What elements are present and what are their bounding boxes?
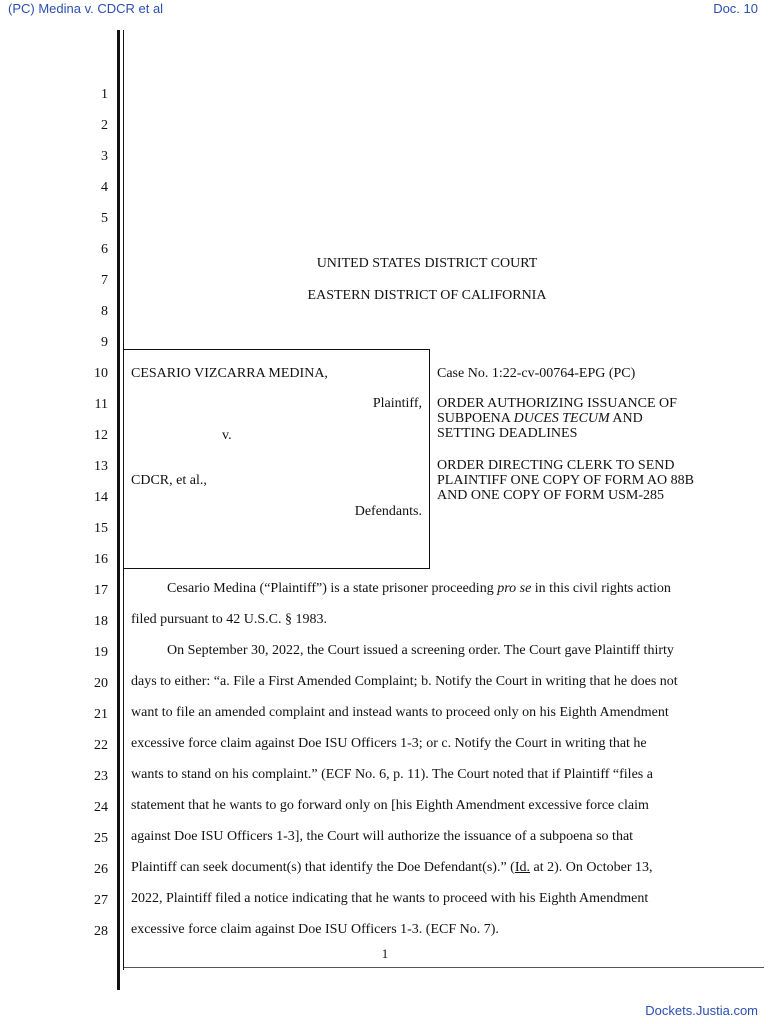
- line-number: 19: [94, 645, 108, 660]
- body-line-20: days to either: “a. File a First Amended Complaint; b. Notify the Court in writing that he does not: [131, 674, 678, 689]
- line-number: 26: [94, 862, 108, 877]
- line-number: 23: [94, 769, 108, 784]
- line-number: 4: [101, 180, 108, 195]
- body-line-28: excessive force claim against Doe ISU Officers 1-3. (ECF No. 7).: [131, 922, 499, 937]
- body-line-26: [131, 860, 652, 876]
- order-title-2-line-1: ORDER DIRECTING CLERK TO SEND: [437, 458, 675, 473]
- plaintiff-role: Plaintiff,: [372, 396, 422, 411]
- line-number: 5: [101, 211, 108, 226]
- case-number: Case No. 1:22-cv-00764-EPG (PC): [437, 366, 636, 381]
- body-line-27: 2022, Plaintiff filed a notice indicating that he wants to proceed with his Eighth Amendment: [131, 891, 649, 906]
- line-number: 13: [94, 459, 108, 474]
- caption-box: [124, 349, 430, 569]
- line-number: 16: [94, 552, 108, 567]
- order-title-1-line-2: [437, 411, 737, 426]
- line-number: 2: [101, 118, 108, 133]
- body-line-22: excessive force claim against Doe ISU Officers 1-3; or c. Notify the Court in writing that he: [131, 736, 647, 751]
- order-title-1: [437, 396, 737, 441]
- line-number: 1: [101, 87, 108, 102]
- line-number: 12: [94, 428, 108, 443]
- line-number: 8: [101, 304, 108, 319]
- line-number: 10: [94, 366, 108, 381]
- order-title-1-line-2a: SUBPOENA: [437, 411, 514, 426]
- line-number: 11: [94, 397, 108, 412]
- line-number: 9: [101, 335, 108, 350]
- court-district: EASTERN DISTRICT OF CALIFORNIA: [307, 288, 547, 303]
- line-number: 28: [94, 924, 108, 939]
- body-line-26b: Id.: [514, 860, 531, 875]
- order-title-1-line-2b: DUCES TECUM: [513, 411, 610, 426]
- court-name: UNITED STATES DISTRICT COURT: [316, 256, 538, 271]
- order-title-2-line-3: AND ONE COPY OF FORM USM-285: [437, 488, 665, 503]
- body-line-26c: at 2). On October 13,: [530, 860, 653, 875]
- line-number: 27: [94, 893, 108, 908]
- order-title-1-line-1: ORDER AUTHORIZING ISSUANCE OF: [437, 396, 677, 411]
- body-line-17: [167, 581, 671, 597]
- body-line-19: On September 30, 2022, the Court issued a screening order. The Court gave Plaintiff thirty: [167, 643, 674, 658]
- line-number: 22: [94, 738, 108, 753]
- line-number: 24: [94, 800, 108, 815]
- order-title-1-line-3: SETTING DEADLINES: [437, 426, 578, 441]
- line-number: 14: [94, 490, 108, 505]
- source-link[interactable]: Dockets.Justia.com: [645, 1003, 758, 1018]
- line-number: 3: [101, 149, 108, 164]
- line-number: 15: [94, 521, 108, 536]
- line-number: 21: [94, 707, 108, 722]
- line-number: 17: [94, 583, 108, 598]
- line-number: 7: [101, 273, 108, 288]
- body-line-17a: Cesario Medina (“Plaintiff”) is a state prisoner proceeding: [167, 581, 498, 596]
- body-line-24: statement that he wants to go forward only on [his Eighth Amendment excessive force claim: [131, 798, 649, 813]
- body-line-26a: Plaintiff can seek document(s) that identify the Doe Defendant(s).” (: [131, 860, 515, 875]
- defendants-name: CDCR, et al.,: [131, 473, 207, 488]
- body-line-17c: in this civil rights action: [531, 581, 671, 596]
- plaintiff-name: CESARIO VIZCARRA MEDINA,: [131, 366, 328, 381]
- defendants-role: Defendants.: [354, 504, 422, 519]
- body-line-17b: pro se: [497, 581, 532, 596]
- body-line-23: wants to stand on his complaint.” (ECF No. 6, p. 11). The Court noted that if Plaintiff “files a: [131, 767, 653, 782]
- footer-rule: [124, 967, 764, 968]
- versus: v.: [222, 428, 232, 443]
- body-line-25: against Doe ISU Officers 1-3], the Court will authorize the issuance of a subpoena so that: [131, 829, 634, 844]
- line-number: 18: [94, 614, 108, 629]
- body-line-21: want to file an amended complaint and instead wants to proceed only on his Eighth Amendment: [131, 705, 669, 720]
- page-number: 1: [381, 946, 389, 961]
- document-title-link[interactable]: (PC) Medina v. CDCR et al: [8, 1, 164, 16]
- order-title-2-line-2: PLAINTIFF ONE COPY OF FORM AO 88B: [437, 473, 694, 488]
- line-number: 20: [94, 676, 108, 691]
- document-number-link[interactable]: Doc. 10: [713, 1, 758, 16]
- body-line-18: filed pursuant to 42 U.S.C. § 1983.: [131, 612, 327, 627]
- order-title-2: [437, 458, 757, 503]
- line-number: 25: [94, 831, 108, 846]
- order-title-1-line-2c: AND: [609, 411, 643, 426]
- line-number: 6: [101, 242, 108, 257]
- left-margin-rule-outer: [117, 30, 120, 990]
